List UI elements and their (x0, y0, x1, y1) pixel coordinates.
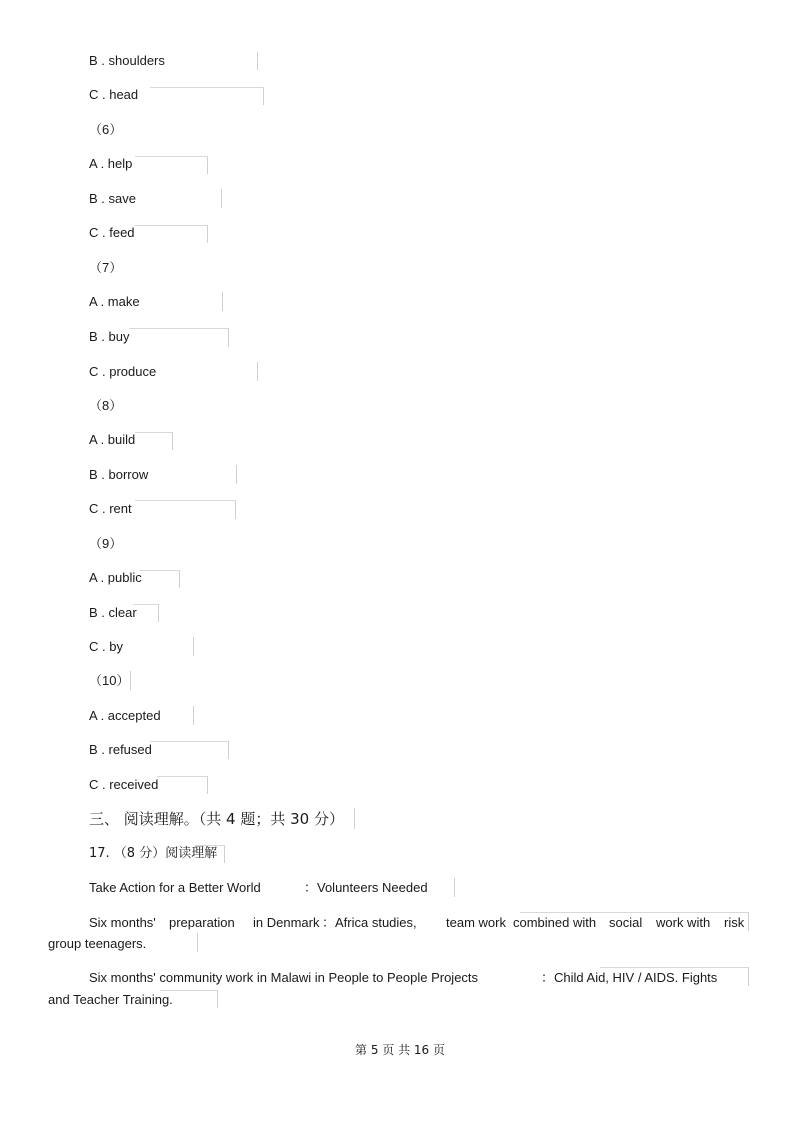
option-c-head: C . head (89, 87, 139, 102)
text-frame (135, 156, 208, 174)
text-frame (160, 990, 218, 1008)
option-a-public: A . public (89, 570, 142, 585)
option-a-build: A . build (89, 432, 136, 447)
passage-line-4-right: ：Child Aid, HIV / AIDS. Fights (541, 970, 718, 985)
passage-line-2j: risk (724, 915, 745, 930)
option-b-shoulders: B . shoulders (89, 53, 165, 68)
option-b-clear: B . clear (89, 605, 137, 620)
passage-line-2a: Six months' (89, 915, 156, 930)
text-frame (192, 706, 194, 725)
option-c-produce: C . produce (89, 364, 157, 379)
passage-line-3: group teenagers. (48, 936, 147, 951)
question-number-7: （7） (89, 260, 123, 275)
text-frame (135, 225, 208, 243)
passage-title-right: ：Volunteers Needed (304, 880, 428, 895)
text-frame (221, 292, 223, 311)
text-frame (150, 87, 264, 105)
text-frame (600, 967, 749, 986)
text-frame (129, 671, 131, 690)
page-footer: 第 5 页 共 16 页 (355, 1043, 445, 1057)
text-frame (135, 432, 173, 450)
text-frame (235, 465, 237, 484)
option-c-received: C . received (89, 777, 159, 792)
text-frame (150, 741, 229, 759)
text-frame (256, 362, 258, 381)
text-frame (220, 189, 222, 208)
question-number-10: （10） (89, 673, 130, 688)
text-frame (133, 604, 159, 622)
question-number-8: （8） (89, 398, 123, 413)
option-a-accepted: A . accepted (89, 708, 161, 723)
text-frame (157, 776, 208, 794)
option-b-buy: B . buy (89, 329, 130, 344)
question-number-9: （9） (89, 536, 123, 551)
text-frame (129, 328, 229, 347)
passage-line-2i: work with (656, 915, 711, 930)
option-a-help: A . help (89, 156, 133, 171)
passage-line-2g: with (573, 915, 597, 930)
option-b-refused: B . refused (89, 742, 152, 757)
option-b-save: B . save (89, 191, 136, 206)
text-frame (520, 912, 749, 931)
passage-line-2h: social (609, 915, 643, 930)
passage-line-2c: in Denmark (253, 915, 320, 930)
text-frame (195, 845, 225, 863)
text-frame (140, 570, 180, 588)
passage-line-2f: combined (513, 915, 570, 930)
text-frame (135, 500, 236, 519)
option-a-make: A . make (89, 294, 140, 309)
passage-title-left: Take Action for a Better World (89, 880, 261, 895)
question-17-label: 17. （8 分）阅读理解 (89, 846, 218, 861)
section-heading-reading: 三、 阅读理解。（共 4 题；共 30 分） (89, 810, 344, 828)
text-frame (196, 933, 198, 952)
passage-line-2e: team work (446, 915, 506, 930)
text-frame (353, 808, 355, 829)
option-b-borrow: B . borrow (89, 467, 149, 482)
passage-line-5: and Teacher Training. (48, 992, 173, 1007)
option-c-rent: C . rent (89, 501, 132, 516)
text-frame (192, 637, 194, 656)
option-c-feed: C . feed (89, 225, 135, 240)
passage-line-4-left: Six months' community work in Malawi in People to People Projects (89, 970, 479, 985)
passage-line-2d: ：Africa studies, (322, 915, 417, 930)
text-frame (256, 52, 258, 70)
passage-line-2b: preparation (169, 915, 235, 930)
text-frame (453, 878, 455, 897)
question-number-6: （6） (89, 122, 123, 137)
option-c-by: C . by (89, 639, 123, 654)
